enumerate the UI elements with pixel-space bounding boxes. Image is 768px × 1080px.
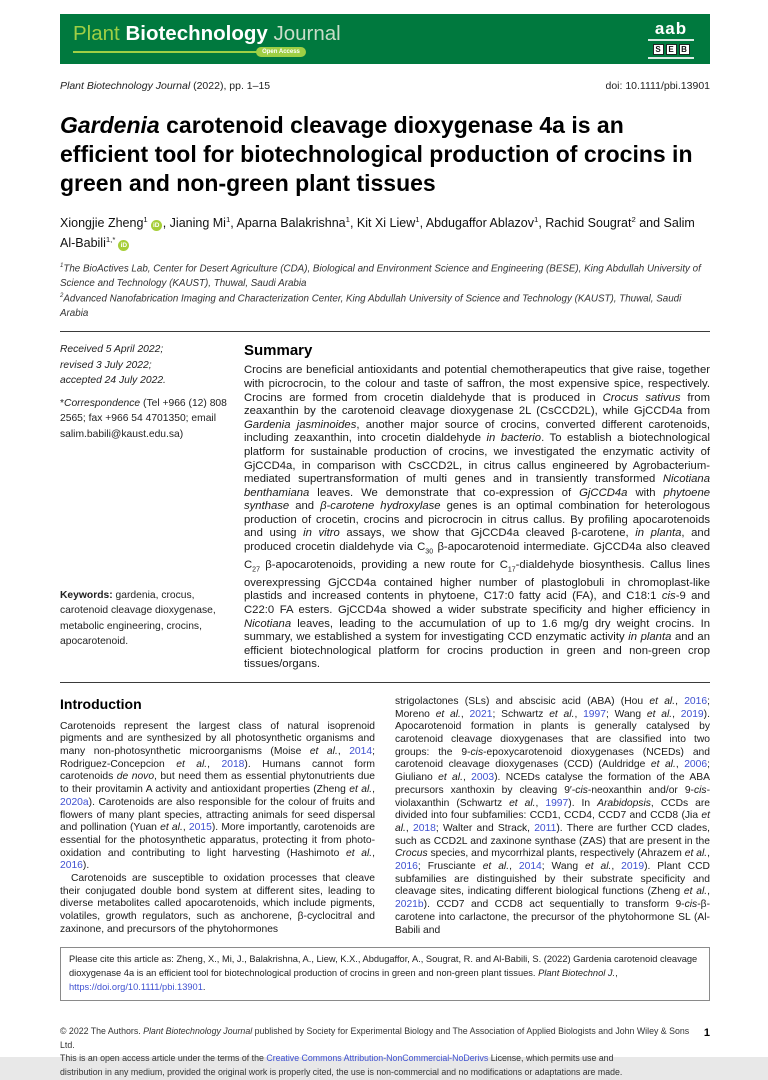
journal-title-biotechnology: Biotechnology (125, 22, 268, 45)
revised-date: revised 3 July 2022; (60, 359, 152, 371)
citation-link[interactable]: 2011 (534, 822, 557, 834)
summary-text: Crocins are beneficial antioxidants and potential chemotherapeutics that give raise, together with picrocrocin, to the colour and taste of saffron, the most expensive spice, respectively. Crocins are formed from crocetin dialdehyde that is produced in Crocus sativus from zeaxanthin by the carotenoid cleavage dioxygenase 2L (CsCCD2L), while GjCCD4a from Gardenia jasminoides, another major source of crocins, converted different carotenoids, including zeaxanthin, into crocetin dialdehyde in bacterio. To establish a biotechnological platform for sustainable production of crocins, we investigated the enzymatic activity of GjCCD4a, in comparison with CsCCD2L, in citrus callus engineered by Agrobacterium-mediated supertransformation of multi genes and in transiently transformed Nicotiana benthamiana leaves. We demonstrate that co-expression of GjCCD4a with phytoene synthase and β-carotene hydroxylase genes is an optimal combination for heterologous production of crocetin, crocins and picrocrocin in citrus callus. By profiling apocarotenoids and using in vitro assays, we show that GjCCD4a cleaved β-carotene, in planta, and produced crocetin dialdehyde via $C_{30}$ β-apocarotenoid intermediate. GjCCD4a also cleaved $C_{27}$ β-apocarotenoids, providing a new route for $C_{17}$-dialdehyde biosynthesis. Callus lines overexpressing GjCCD4a contained higher number of plastoglobuli in chromoplast-like plastids and increased contents in phytoene, C17:0 fatty acid (FA), and C18:1 cis-9 and C22:0 FA esters. GjCCD4a showed a wider substrate specificity and higher efficiency in Nicotiana leaves, leading to the accumulation of up to 1.6 mg/g dry weight crocins. In summary, we established a system for investigating CCD enzymatic activity in planta and an efficient biotechnological platform for crocins production in green and non-green crop tissues/organs. (244, 364, 711, 671)
affiliation-1: $^1$The BioActives Lab, Center for Desert Agriculture (CDA), Biological and Environment Science and Engineering (BESE), King Abdullah University of Science and Technology (KAUST), Thuwal, Saudi Arabia (60, 263, 701, 290)
citation-link[interactable]: 1997 (583, 708, 606, 720)
copyright-line-2: This is an open access article under the terms of the Creative Commons Attribution-NonCommercial-NoDerivs License, which permits use and (60, 1053, 614, 1064)
intro-column-right (395, 696, 710, 937)
publisher-logos (648, 14, 710, 64)
citation-link[interactable]: 2021 (469, 708, 493, 720)
keywords: Keywords: gardenia, crocus, carotenoid cleavage dioxygenase, metabolic engineering, crocins, apocarotenoid. (60, 589, 216, 648)
aab-logo: aab (654, 18, 688, 38)
author-list: Xiongjie Zheng$^1$iD , Jianing Mi$^1$, Aparna Balakrishna$^1$, Kit Xi Liew$^1$, Abdugaffor Ablazov$^1$, Rachid Sougrat$^2$ and Salim Al-Babili$^{1,*}$iD (60, 215, 695, 250)
citation-link[interactable]: 2019 (680, 708, 704, 720)
seb-letter-s: S (653, 44, 664, 55)
issue-info: Plant Biotechnology Journal (2022), pp. 1–15 (60, 80, 271, 92)
abstract-section (60, 342, 710, 672)
citation-link[interactable]: 2016 (684, 695, 708, 707)
citation-link[interactable]: https://doi.org/10.1111/pbi.13901 (69, 982, 203, 993)
citation-link[interactable]: 2006 (684, 759, 708, 771)
doi-text[interactable]: doi: 10.1111/pbi.13901 (605, 80, 710, 92)
affiliation-2: $^2$Advanced Nanofabrication Imaging and Characterization Center, King Abdullah University of Science and Technology (KAUST), Thuwal, Saudi Arabia (60, 292, 682, 319)
open-access-badge: Open Access (256, 47, 306, 57)
orcid-icon[interactable]: iD (118, 240, 129, 251)
journal-masthead-banner (60, 14, 710, 64)
seb-tagline-bar (648, 57, 694, 59)
citation-link[interactable]: 2014 (349, 746, 373, 758)
meta-row (60, 80, 710, 92)
accepted-date: accepted 24 July 2022. (60, 375, 166, 387)
article-title: Gardenia carotenoid cleavage dioxygenase 4a is an efficient tool for biotechnological production of crocins in green and non-green plant tissues (60, 112, 693, 197)
divider-middle (60, 682, 710, 683)
citation-link[interactable]: 2016 (395, 861, 418, 873)
intro-paragraph-1: Carotenoids represent the largest class of natural isoprenoid pigments and are synthesized by all photosynthetic organisms and many non-photosynthetic microorganisms (Moise et al., 2014; Rodriguez-Concepcion et al., 2018). Humans cannot form carotenoids de novo, but need them as essential phytonutrients due to their provitamin A activity and antioxidant properties (Zheng et al., 2020a). Carotenoids are also responsible for the colour of fruits and flowers of many plant species, attracting animals for seed dispersal and pollination (Yuan et al., 2015). More importantly, carotenoids are essential for the photosynthetic apparatus, protecting it from photo-oxidation and contributing to light harvesting (Hashimoto et al., 2016). (60, 720, 375, 872)
copyright-line-1: © 2022 The Authors. Plant Biotechnology Journal published by Society for Experimental Biology and The Association of Applied Biologists and John Wiley & Sons Ltd. (60, 1026, 690, 1050)
seb-logo (653, 44, 690, 55)
citation-link[interactable]: Creative Commons Attribution-NonCommercial-NoDerivs (266, 1053, 489, 1064)
introduction-heading: Introduction (60, 695, 142, 712)
copyright-line-3: distribution in any medium, provided the original work is properly cited, the use is non-commercial and no modifications or adaptations are made. (60, 1066, 623, 1077)
citation-link[interactable]: 2019 (621, 861, 645, 873)
citation-link[interactable]: 1997 (545, 797, 569, 809)
divider-top (60, 331, 710, 332)
copyright-block (60, 1025, 692, 1080)
article-history (60, 342, 232, 388)
correspondence: *Correspondence (Tel +966 (12) 808 2565; fax +966 54 4701350; email salim.babili@kaust.edu.sa) (60, 397, 227, 440)
masthead-underline (73, 51, 285, 53)
citation-link[interactable]: 2014 (518, 861, 542, 873)
article-info-sidebar (60, 342, 232, 672)
citation-link[interactable]: 2003 (471, 772, 495, 784)
aab-tagline-bar (648, 39, 694, 41)
seb-letter-e: E (666, 44, 677, 55)
citation-link[interactable]: 2018 (221, 758, 245, 770)
intro-paragraph-2: Carotenoids are susceptible to oxidation processes that cleave their conjugated double bond system at different sites, leading to diverse metabolites called apocarotenoids, which include pigments, volatiles, growth regulators, such as anchorene, β-cyclocitral and zaxinone, and precursors of the phytohormones (60, 873, 375, 935)
summary-section (244, 342, 710, 672)
intro-column-left (60, 696, 375, 937)
citation-link[interactable]: 2021b (395, 899, 424, 911)
citation-link[interactable]: 2016 (60, 860, 83, 872)
citation-link[interactable]: 2015 (188, 822, 212, 834)
seb-letter-b: B (679, 44, 690, 55)
affiliations (60, 262, 710, 321)
journal-title-plant: Plant (73, 22, 120, 45)
received-date: Received 5 April 2022; (60, 344, 164, 356)
citation-link[interactable]: 2020a (60, 796, 89, 808)
journal-title-journal: Journal (273, 22, 341, 45)
citation-link[interactable]: 2018 (412, 822, 436, 834)
orcid-icon[interactable]: iD (151, 220, 162, 231)
page-footer (60, 1025, 710, 1080)
intro-paragraph-3: strigolactones (SLs) and abscisic acid (ABA) (Hou et al., 2016; Moreno et al., 2021; Schwartz et al., 1997; Wang et al., 2019). Apocarotenoid formation in plants is generally catalysed by carotenoid cleavage dioxygenases that are classified into two groups: the 9-cis-epoxycarotenoid dioxygenases (NCEDs) and carotenoid cleavage dioxygenases (CCD) (Auldridge et al., 2006; Giuliano et al., 2003). NCEDs catalyse the formation of the ABA precursors xanthoxin by cleaving 9′-cis-neoxanthin and/or 9-cis-violaxanthin (Schwartz et al., 1997). In Arabidopsis, CCDs are divided into four subfamilies: CCD1, CCD4, CCD7 and CCD8 (Jia et al., 2018; Walter and Strack, 2011). There are further CCD clades, such as CCD2L and zaxinone synthase (ZAS) that are present in the Crocus species, and mycorrhizal plants, respectively (Ahrazem et al., 2016; Frusciante et al., 2014; Wang et al., 2019). Plant CCD subfamilies are distinguished by their substrate specificity and cleavage sites, indicating different biological functions (Zheng et al., 2021b). CCD7 and CCD8 act sequentially to transform 9-cis-β-carotene into carlactone, the precursor of the phytohormone SL (Al-Babili and (395, 695, 711, 936)
citation-box: Please cite this article as: Zheng, X., Mi, J., Balakrishna, A., Liew, K.X., Abdugaffor, A., Sougrat, R. and Al-Babili, S. (2022) Gardenia carotenoid cleavage dioxygenase 4a is an efficient tool for biotechnological production of crocins in green and non-green plant tissues. Plant Biotechnol J., https://doi.org/10.1111/pbi.13901. (60, 947, 710, 1001)
summary-heading: Summary (244, 342, 313, 360)
page-number: 1 (703, 1027, 710, 1040)
introduction-section (60, 696, 710, 937)
